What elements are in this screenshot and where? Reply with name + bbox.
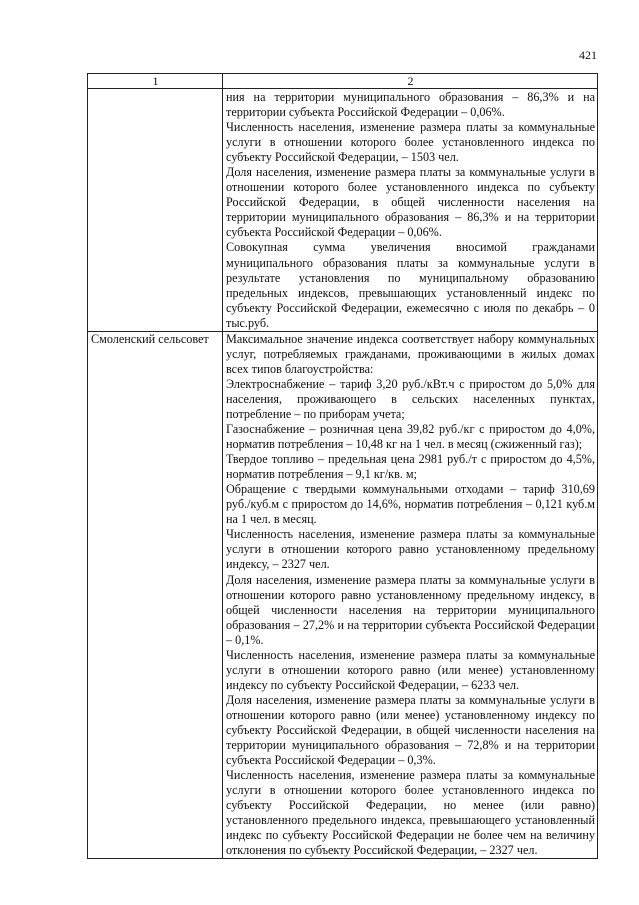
paragraph: Доля населения, изменение размера платы за коммунальные услуги в отношении которого равно установленному предельному индексу, в общей численности населения на территории муниципального образования – 27,2% и на территории субъекта Российской Федерации – 0,1%.: [226, 572, 595, 647]
table-row: [88, 331, 598, 859]
table-header-row: [88, 74, 598, 89]
territory-cell: Смоленский сельсовет: [88, 331, 223, 859]
column-header-2: 2: [223, 74, 598, 89]
description-cell: [223, 331, 598, 859]
data-table: [87, 73, 598, 859]
paragraph: Численность населения, изменение размера платы за коммунальные услуги в отношении которого более установленного индекса по субъекту Российской Федерации, – 1503 чел.: [226, 120, 595, 165]
paragraph: Доля населения, изменение размера платы за коммунальные услуги в отношении которого более установленного индекса по субъекту Российской Федерации, в общей численности населения на территории муниципального образования – 86,3% и на территории субъекта Российской Федерации – 0,06%.: [226, 165, 595, 240]
paragraph: Доля населения, изменение размера платы за коммунальные услуги в отношении которого равно (или менее) установленному индексу по субъекту Российской Федерации, в общей численности населения на территории муниципального образования – 72,8% и на территории субъекта Российской Федерации – 0,3%.: [226, 692, 595, 768]
paragraph: Газоснабжение – розничная цена 39,82 руб./кг с приростом до 4,0%, норматив потребления – 10,48 кг на 1 чел. в месяц (сжиженный газ);: [226, 422, 595, 452]
paragraph: Совокупная сумма увеличения вносимой гражданами муниципального образования платы за коммунальные услуги в результате установления по муниципальному образованию предельных индексов, превышающих установленный индекс по субъекту Российской Федерации, ежемесячно с июля по декабрь – 0 тыс.руб.: [226, 240, 595, 330]
paragraph: Обращение с твердыми коммунальными отходами – тариф 310,69 руб./куб.м с приростом до 14,6%, норматив потребления – 0,121 куб.м на 1 чел. в месяц.: [226, 482, 595, 527]
paragraph: Численность населения, изменение размера платы за коммунальные услуги в отношении которого равно (или менее) установленному индексу по субъекту Российской Федерации, – 6233 чел.: [226, 647, 595, 692]
page-number: 421: [579, 48, 597, 62]
paragraph: ния на территории муниципального образования – 86,3% и на территории субъекта Российской Федерации – 0,06%.: [226, 90, 595, 120]
paragraph: Твердое топливо – предельная цена 2981 руб./т с приростом до 4,5%, норматив потребления – 9,1 кг/кв. м;: [226, 452, 595, 482]
paragraph: Электроснабжение – тариф 3,20 руб./кВт.ч с приростом до 5,0% для населения, проживающего в сельских населенных пунктах, потребление – по приборам учета;: [226, 376, 595, 421]
description-cell: [223, 89, 598, 332]
territory-cell: [88, 89, 223, 332]
table-row: [88, 89, 598, 332]
paragraph: Численность населения, изменение размера платы за коммунальные услуги в отношении которого равно установленному предельному индексу, – 2327 чел.: [226, 527, 595, 572]
paragraph: Максимальное значение индекса соответствует набору коммунальных услуг, потребляемых гражданами, проживающими в жилых домах всех типов благоустройства:: [226, 331, 595, 376]
paragraph: Численность населения, изменение размера платы за коммунальные услуги в отношении которого более установленного индекса по субъекту Российской Федерации, но менее (или равно) установленного предельного индекса, превышающего установленный индекс по субъекту Российской Федерации не более чем на величину отклонения по субъекту Российской Федерации, – 2327 чел.: [226, 768, 595, 858]
column-header-1: 1: [88, 74, 223, 89]
